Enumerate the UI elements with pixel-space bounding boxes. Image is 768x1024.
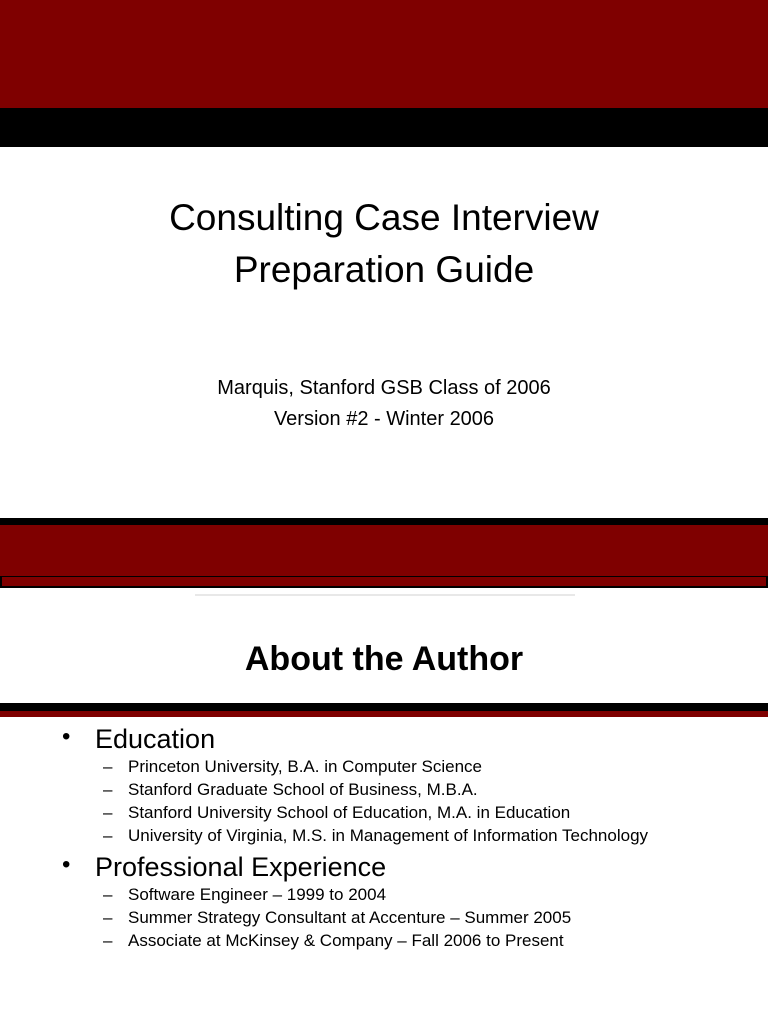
- dash-marker: –: [103, 826, 113, 845]
- bullet-section: [62, 849, 752, 885]
- bullet-section-label: Education: [95, 724, 216, 754]
- sub-bullet-text: Stanford University School of Education, M.A. in Education: [128, 803, 571, 822]
- bullet-marker: •: [62, 851, 71, 878]
- bullet-section-label: Professional Experience: [95, 852, 387, 882]
- bullet-marker: •: [62, 723, 71, 750]
- sub-bullet-text: Stanford Graduate School of Business, M.B.A.: [128, 780, 478, 799]
- slide1-footer-thin-stripe-inner: [2, 577, 766, 586]
- sub-bullet-item: [62, 780, 752, 799]
- slide1-title-line1: Consulting Case Interview: [169, 197, 599, 238]
- dash-marker: –: [103, 803, 113, 822]
- slide1-author-line: Marquis, Stanford GSB Class of 2006: [217, 377, 551, 399]
- sub-bullet-item: [62, 885, 752, 904]
- sub-bullet-item: [62, 908, 752, 927]
- dash-marker: –: [103, 931, 113, 950]
- slide2-heading-red-rule: [0, 711, 768, 717]
- dash-marker: –: [103, 780, 113, 799]
- sub-bullet-text: Summer Strategy Consultant at Accenture – Summer 2005: [128, 908, 572, 927]
- sub-bullet-text: University of Virginia, M.S. in Management of Information Technology: [128, 826, 649, 845]
- sub-bullet-list: [62, 885, 752, 950]
- dash-marker: –: [103, 908, 113, 927]
- bullet-section: [62, 721, 752, 757]
- slide2-heading-black-rule: [0, 703, 768, 711]
- sub-bullet-text: Software Engineer – 1999 to 2004: [128, 885, 387, 904]
- slide1-footer-thin-stripe: [0, 576, 768, 588]
- slide1-subtitle: [0, 373, 768, 435]
- sub-bullet-item: [62, 757, 752, 776]
- dash-marker: –: [103, 757, 113, 776]
- sub-bullet-item: [62, 931, 752, 950]
- sub-bullet-text: Princeton University, B.A. in Computer Science: [128, 757, 482, 776]
- slide1-footer-band: [0, 525, 768, 576]
- sub-bullet-text: Associate at McKinsey & Company – Fall 2006 to Present: [128, 931, 564, 950]
- sub-bullet-item: [62, 826, 752, 845]
- slide-divider: [195, 594, 575, 596]
- slide2-heading: About the Author: [244, 640, 524, 678]
- slide1-version-line: Version #2 - Winter 2006: [273, 408, 495, 430]
- slide1-footer-black-stripe: [0, 518, 768, 525]
- sub-bullet-item: [62, 803, 752, 822]
- slide1-title-line2: Preparation Guide: [233, 249, 535, 290]
- dash-marker: –: [103, 885, 113, 904]
- slide1-title: [0, 192, 768, 296]
- slide1-header-black-stripe: [0, 108, 768, 147]
- slide2-bullet-list: [62, 721, 752, 954]
- slide1-header-band: [0, 0, 768, 108]
- sub-bullet-list: [62, 757, 752, 845]
